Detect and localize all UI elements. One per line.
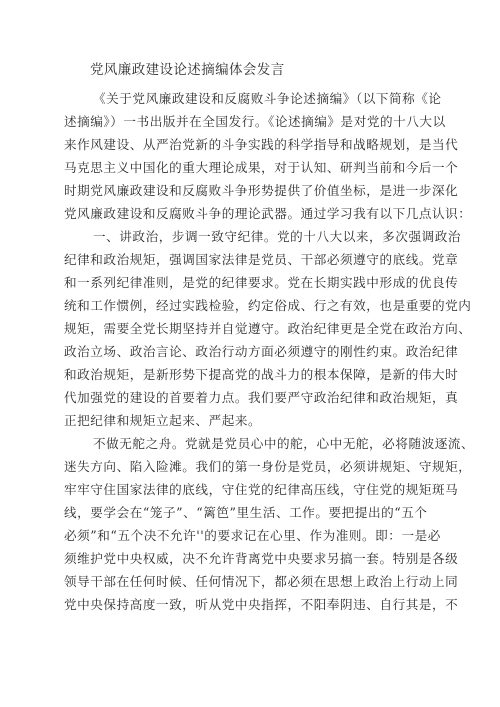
paragraph-line: 统和工作惯例，经过实践检验，约定俗成、行之有效，也是重要的党内 [64,298,472,313]
document-title: 党风廉政建设论述摘编体会发言 [90,62,285,78]
paragraph-line: 牢牢守住国家法律的底线，守住党的纪律高压线，守住党的规矩斑马 [64,482,459,497]
paragraph-line: 和政治规矩，是新形势下提高党的战斗力的根本保障，是新的伟大时 [64,367,459,382]
paragraph-line: 领导干部在任何时候、任何情况下，都必须在思想上政治上行动上同 [64,574,459,589]
paragraph-line: 纪律和政治规矩，强调国家法律是党员、干部必须遵守的底线。党章 [64,252,459,267]
paragraph-line: 来作风建设、从严治党新的斗争实践的科学指导和战略规划，是当代 [64,137,459,152]
paragraph-line: 一、讲政治，步调一致守纪律。党的十八大以来，多次强调政治 [93,229,462,244]
paragraph-line: 党中央保持高度一致，听从党中央指挥，不阳奉阴违、自行其是，不 [64,597,459,612]
paragraph-line: 代加强党的建设的首要着力点。我们要严守政治纪律和政治规矩，真 [64,390,459,405]
paragraph-line: 迷失方向、陷入险滩。我们的第一身份是党员，必须讲规矩、守规矩， [64,459,472,474]
paragraph-line: 线，要学会在“笼子”、“篱笆”里生活、工作。要把提出的“五个 [64,505,428,520]
paragraph-line: 规矩，需要全党长期坚持并自觉遵守。政治纪律更是全党在政治方向、 [64,321,472,336]
paragraph-line: 正把纪律和规矩立起来、严起来。 [64,413,262,428]
paragraph-line: 党风廉政建设和反腐败斗争的理论武器。通过学习我有以下几点认识： [64,206,472,221]
paragraph-line: 和一系列纪律准则，是党的纪律要求。党在长期实践中形成的优良传 [64,275,459,290]
paragraph-line: 必须”和“五个决不允许''的要求记在心里、作为准则。即：一是必 [64,528,441,543]
paragraph-line: 政治立场、政治言论、政治行动方面必须遵守的刚性约束。政治纪律 [64,344,459,359]
paragraph-line: 马克思主义中国化的重大理论成果，对于认知、研判当前和今后一个 [64,160,459,175]
paragraph-line: 《关于党风廉政建设和反腐败斗争论述摘编》（以下简称《论 [93,91,442,106]
paragraph-line: 述摘编》）一书出版并在全国发行。《论述摘编》是对党的十八大以 [64,114,446,129]
paragraph-line: 时期党风廉政建设和反腐败斗争形势提供了价值坐标，是进一步深化 [64,183,459,198]
paragraph-line: 不做无舵之舟。党就是党员心中的舵，心中无舵，必将随波逐流、 [93,436,475,451]
paragraph-line: 须维护党中央权威，决不允许背离党中央要求另搞一套。特别是各级 [64,551,459,566]
